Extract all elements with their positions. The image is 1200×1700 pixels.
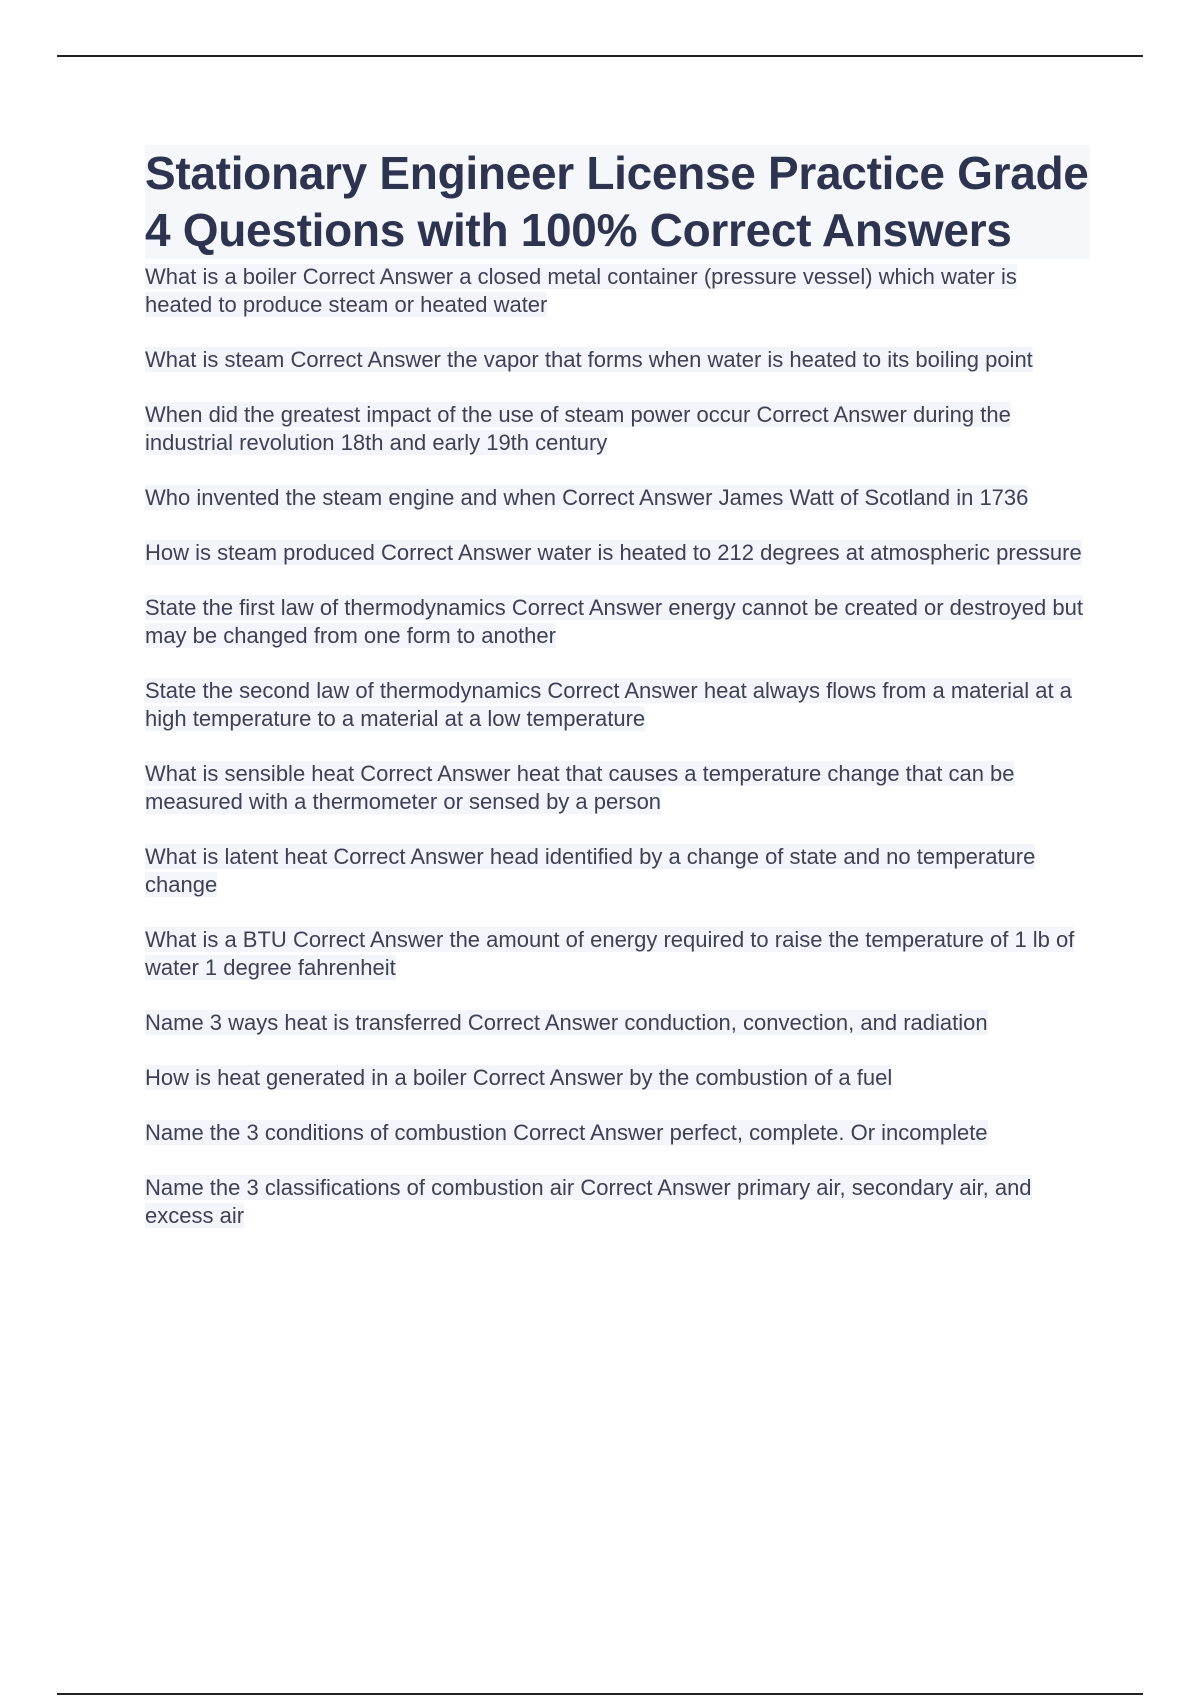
answer-text: conduction, convection, and radiation <box>624 1010 988 1035</box>
qa-list <box>145 263 1090 1230</box>
question-text: State the second law of thermodynamics <box>145 678 542 703</box>
question-text: What is steam <box>145 347 285 372</box>
qa-item <box>145 1119 1090 1147</box>
question-text: How is heat generated in a boiler <box>145 1065 467 1090</box>
answer-text: James Watt of Scotland in 1736 <box>718 485 1029 510</box>
qa-item <box>145 539 1090 567</box>
answer-label: Correct Answer <box>333 844 484 869</box>
answer-text: by the combustion of a fuel <box>629 1065 893 1090</box>
answer-text: a closed metal container (pressure vessel) which water is heated to produce steam or heated water <box>145 264 1017 317</box>
answer-text: during the industrial revolution 18th and early 19th century <box>145 402 1011 455</box>
qa-item <box>145 594 1090 650</box>
question-text: What is latent heat <box>145 844 328 869</box>
qa-item <box>145 760 1090 816</box>
question-text: Who invented the steam engine and when <box>145 485 556 510</box>
answer-text: primary air, secondary air, and excess air <box>145 1175 1032 1228</box>
question-text: When did the greatest impact of the use of steam power occur <box>145 402 751 427</box>
answer-label: Correct Answer <box>290 347 441 372</box>
qa-item <box>145 263 1090 319</box>
answer-label: Correct Answer <box>467 1010 619 1035</box>
top-rule <box>57 55 1143 57</box>
answer-label: Correct Answer <box>360 761 511 786</box>
bottom-rule <box>57 1693 1143 1695</box>
answer-text: the vapor that forms when water is heated to its boiling point <box>447 347 1033 372</box>
answer-label: Correct Answer <box>756 402 907 427</box>
answer-text: heat always flows from a material at a high temperature to a material at a low temperature <box>145 678 1072 731</box>
qa-item <box>145 677 1090 733</box>
qa-item <box>145 843 1090 899</box>
answer-label: Correct Answer <box>381 540 532 565</box>
qa-item <box>145 1009 1090 1037</box>
title-block <box>145 145 1090 259</box>
qa-item <box>145 926 1090 982</box>
answer-label: Correct Answer <box>302 264 454 289</box>
answer-label: Correct Answer <box>511 595 663 620</box>
question-text: State the first law of thermodynamics <box>145 595 506 620</box>
question-text: Name 3 ways heat is transferred <box>145 1010 462 1035</box>
answer-text: energy cannot be created or destroyed but may be changed from one form to another <box>145 595 1083 648</box>
answer-label: Correct Answer <box>580 1175 731 1200</box>
question-text: How is steam produced <box>145 540 375 565</box>
answer-label: Correct Answer <box>562 485 713 510</box>
question-text: Name the 3 conditions of combustion <box>145 1120 507 1145</box>
answer-text: perfect, complete. Or incomplete <box>669 1120 988 1145</box>
question-text: What is sensible heat <box>145 761 355 786</box>
answer-text: the amount of energy required to raise the temperature of 1 lb of water 1 degree fahrenheit <box>145 927 1075 980</box>
question-text: What is a BTU <box>145 927 287 952</box>
document-title: Stationary Engineer License Practice Grade 4 Questions with 100% Correct Answers <box>145 147 1089 256</box>
document-body <box>145 145 1090 1257</box>
answer-label: Correct Answer <box>513 1120 664 1145</box>
qa-item <box>145 401 1090 457</box>
qa-item <box>145 1064 1090 1092</box>
answer-text: heat that causes a temperature change that can be measured with a thermometer or sensed by a person <box>145 761 1015 814</box>
answer-text: water is heated to 212 degrees at atmospheric pressure <box>537 540 1082 565</box>
question-text: Name the 3 classifications of combustion air <box>145 1175 575 1200</box>
answer-label: Correct Answer <box>547 678 698 703</box>
answer-text: head identified by a change of state and no temperature change <box>145 844 1036 897</box>
answer-label: Correct Answer <box>472 1065 624 1090</box>
qa-item <box>145 1174 1090 1230</box>
qa-item <box>145 346 1090 374</box>
question-text: What is a boiler <box>145 264 297 289</box>
qa-item <box>145 484 1090 512</box>
answer-label: Correct Answer <box>292 927 444 952</box>
